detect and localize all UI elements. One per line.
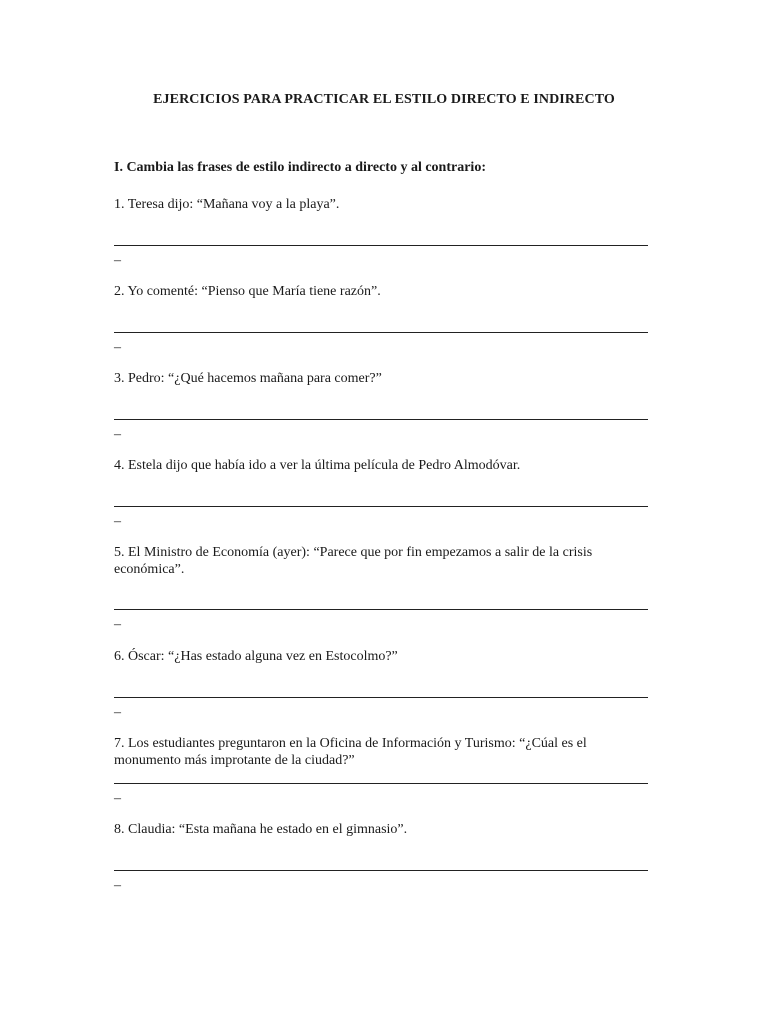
answer-dash: – [114,878,121,893]
answer-line [114,332,648,333]
answer-line [114,245,648,246]
exercise-question: 7. Los estudiantes preguntaron en la Oficina de Información y Turismo: “¿Cúal es el monumento más improtante de la ciudad?” [114,736,587,768]
answer-dash: – [114,253,121,268]
answer-dash: – [114,514,121,529]
answer-line [114,506,648,507]
exercise-question: 2. Yo comenté: “Pienso que María tiene razón”. [114,284,381,299]
document-title: EJERCICIOS PARA PRACTICAR EL ESTILO DIRECTO E INDIRECTO [153,92,615,107]
answer-dash: – [114,791,121,806]
answer-line [114,609,648,610]
answer-line [114,870,648,871]
answer-line [114,697,648,698]
exercise-question: 6. Óscar: “¿Has estado alguna vez en Estocolmo?” [114,649,398,664]
exercise-question: 1. Teresa dijo: “Mañana voy a la playa”. [114,197,340,212]
exercise-question: 4. Estela dijo que había ido a ver la última película de Pedro Almodóvar. [114,458,521,473]
exercise-question: 8. Claudia: “Esta mañana he estado en el gimnasio”. [114,822,408,837]
exercise-question: 3. Pedro: “¿Qué hacemos mañana para comer?” [114,371,382,386]
section-heading: I. Cambia las frases de estilo indirecto a directo y al contrario: [114,160,486,175]
answer-line [114,783,648,784]
answer-dash: – [114,617,121,632]
answer-dash: – [114,705,121,720]
exercise-question: 5. El Ministro de Economía (ayer): “Parece que por fin empezamos a salir de la crisis económica”. [114,545,593,577]
answer-dash: – [114,427,121,442]
answer-line [114,419,648,420]
answer-dash: – [114,340,121,355]
